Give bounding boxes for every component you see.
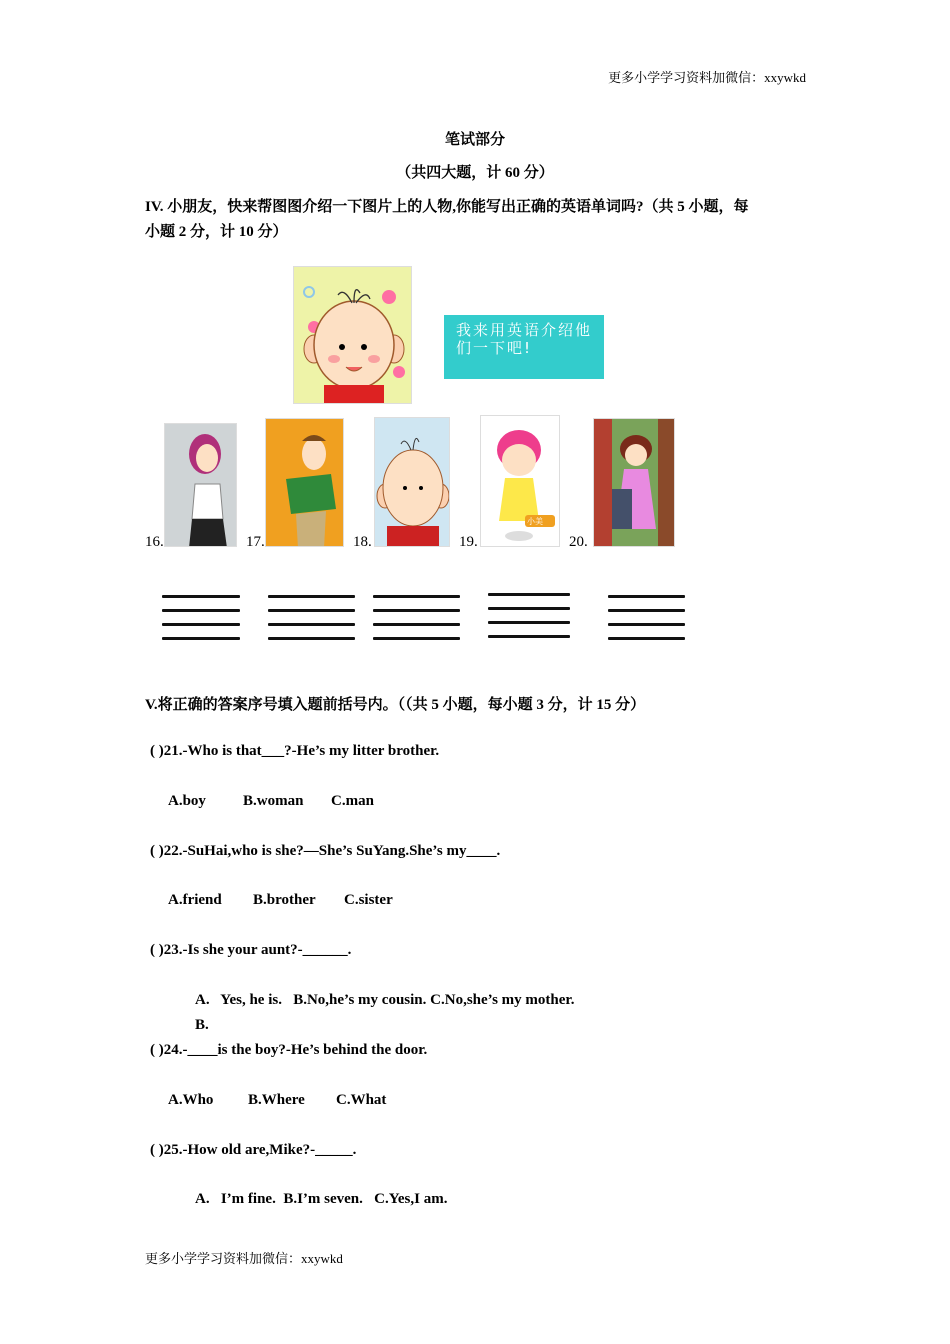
section4-instruction-line1: IV. 小朋友，快来帮图图介绍一下图片上的人物,你能写出正确的英语单词吗?（共 5 小题，每 [145, 199, 749, 215]
father-image [265, 418, 344, 547]
option-24-a[interactable]: A.Who [168, 1092, 214, 1108]
question-23: ( )23.-Is she your aunt?-______. [150, 942, 352, 958]
writing-lines-17[interactable] [268, 595, 355, 651]
tutu-image [293, 266, 412, 404]
option-22-c[interactable]: C.sister [344, 892, 393, 908]
question-24: ( )24.-____is the boy?-He’s behind the door. [150, 1042, 428, 1058]
option-22-a[interactable]: A.friend [168, 892, 222, 908]
item-number-17: 17. [246, 534, 265, 550]
speech-box: 我来用英语介绍他们一下吧! [444, 315, 604, 379]
writing-lines-19[interactable] [488, 593, 570, 649]
options-24 [168, 1092, 386, 1109]
mother-image [164, 423, 237, 547]
options-23[interactable]: A. Yes, he is. B.No,he’s my cousin. C.No,she’s my mother. [195, 992, 575, 1008]
writing-lines-18[interactable] [373, 595, 460, 651]
section4-instruction-line2: 小题 2 分，计 10 分） [145, 224, 288, 240]
page-header: 更多小学学习资料加微信：xxywkd [608, 70, 806, 85]
question-25: ( )25.-How old are,Mike?-_____. [150, 1142, 357, 1158]
item-number-20: 20. [569, 534, 588, 550]
section5-heading: V.将正确的答案序号填入题前括号内。（（共 5 小题，每小题 3 分，计 15 分） [145, 697, 646, 713]
options-22 [168, 892, 393, 909]
tutu-small-image [374, 417, 450, 547]
option-21-a[interactable]: A.boy [168, 793, 206, 809]
item-number-16: 16. [145, 534, 164, 550]
option-21-b[interactable]: B.woman [243, 793, 304, 809]
xiaomei-badge: 小美 [527, 517, 543, 526]
option-21-c[interactable]: C.man [331, 793, 374, 809]
page-subtitle: （共四大题，计 60 分） [396, 165, 554, 181]
option-24-c[interactable]: C.What [336, 1092, 387, 1108]
item-number-18: 18. [353, 534, 372, 550]
xiaomei-image [480, 415, 560, 547]
writing-lines-20[interactable] [608, 595, 685, 651]
writing-lines-16[interactable] [162, 595, 240, 651]
options-25[interactable]: A. I’m fine. B.I’m seven. C.Yes,I am. [195, 1191, 448, 1207]
page-footer: 更多小学学习资料加微信：xxywkd [145, 1251, 343, 1266]
options-21 [168, 793, 374, 810]
question-22: ( )22.-SuHai,who is she?—She’s SuYang.She’s my____. [150, 843, 501, 859]
page-title: 笔试部分 [444, 132, 505, 148]
options-23-extra: B. [195, 1017, 209, 1033]
option-22-b[interactable]: B.brother [253, 892, 316, 908]
option-24-b[interactable]: B.Where [248, 1092, 305, 1108]
item-number-19: 19. [459, 534, 478, 550]
grandmother-image [593, 418, 675, 547]
question-21: ( )21.-Who is that___?-He’s my litter brother. [150, 743, 440, 759]
